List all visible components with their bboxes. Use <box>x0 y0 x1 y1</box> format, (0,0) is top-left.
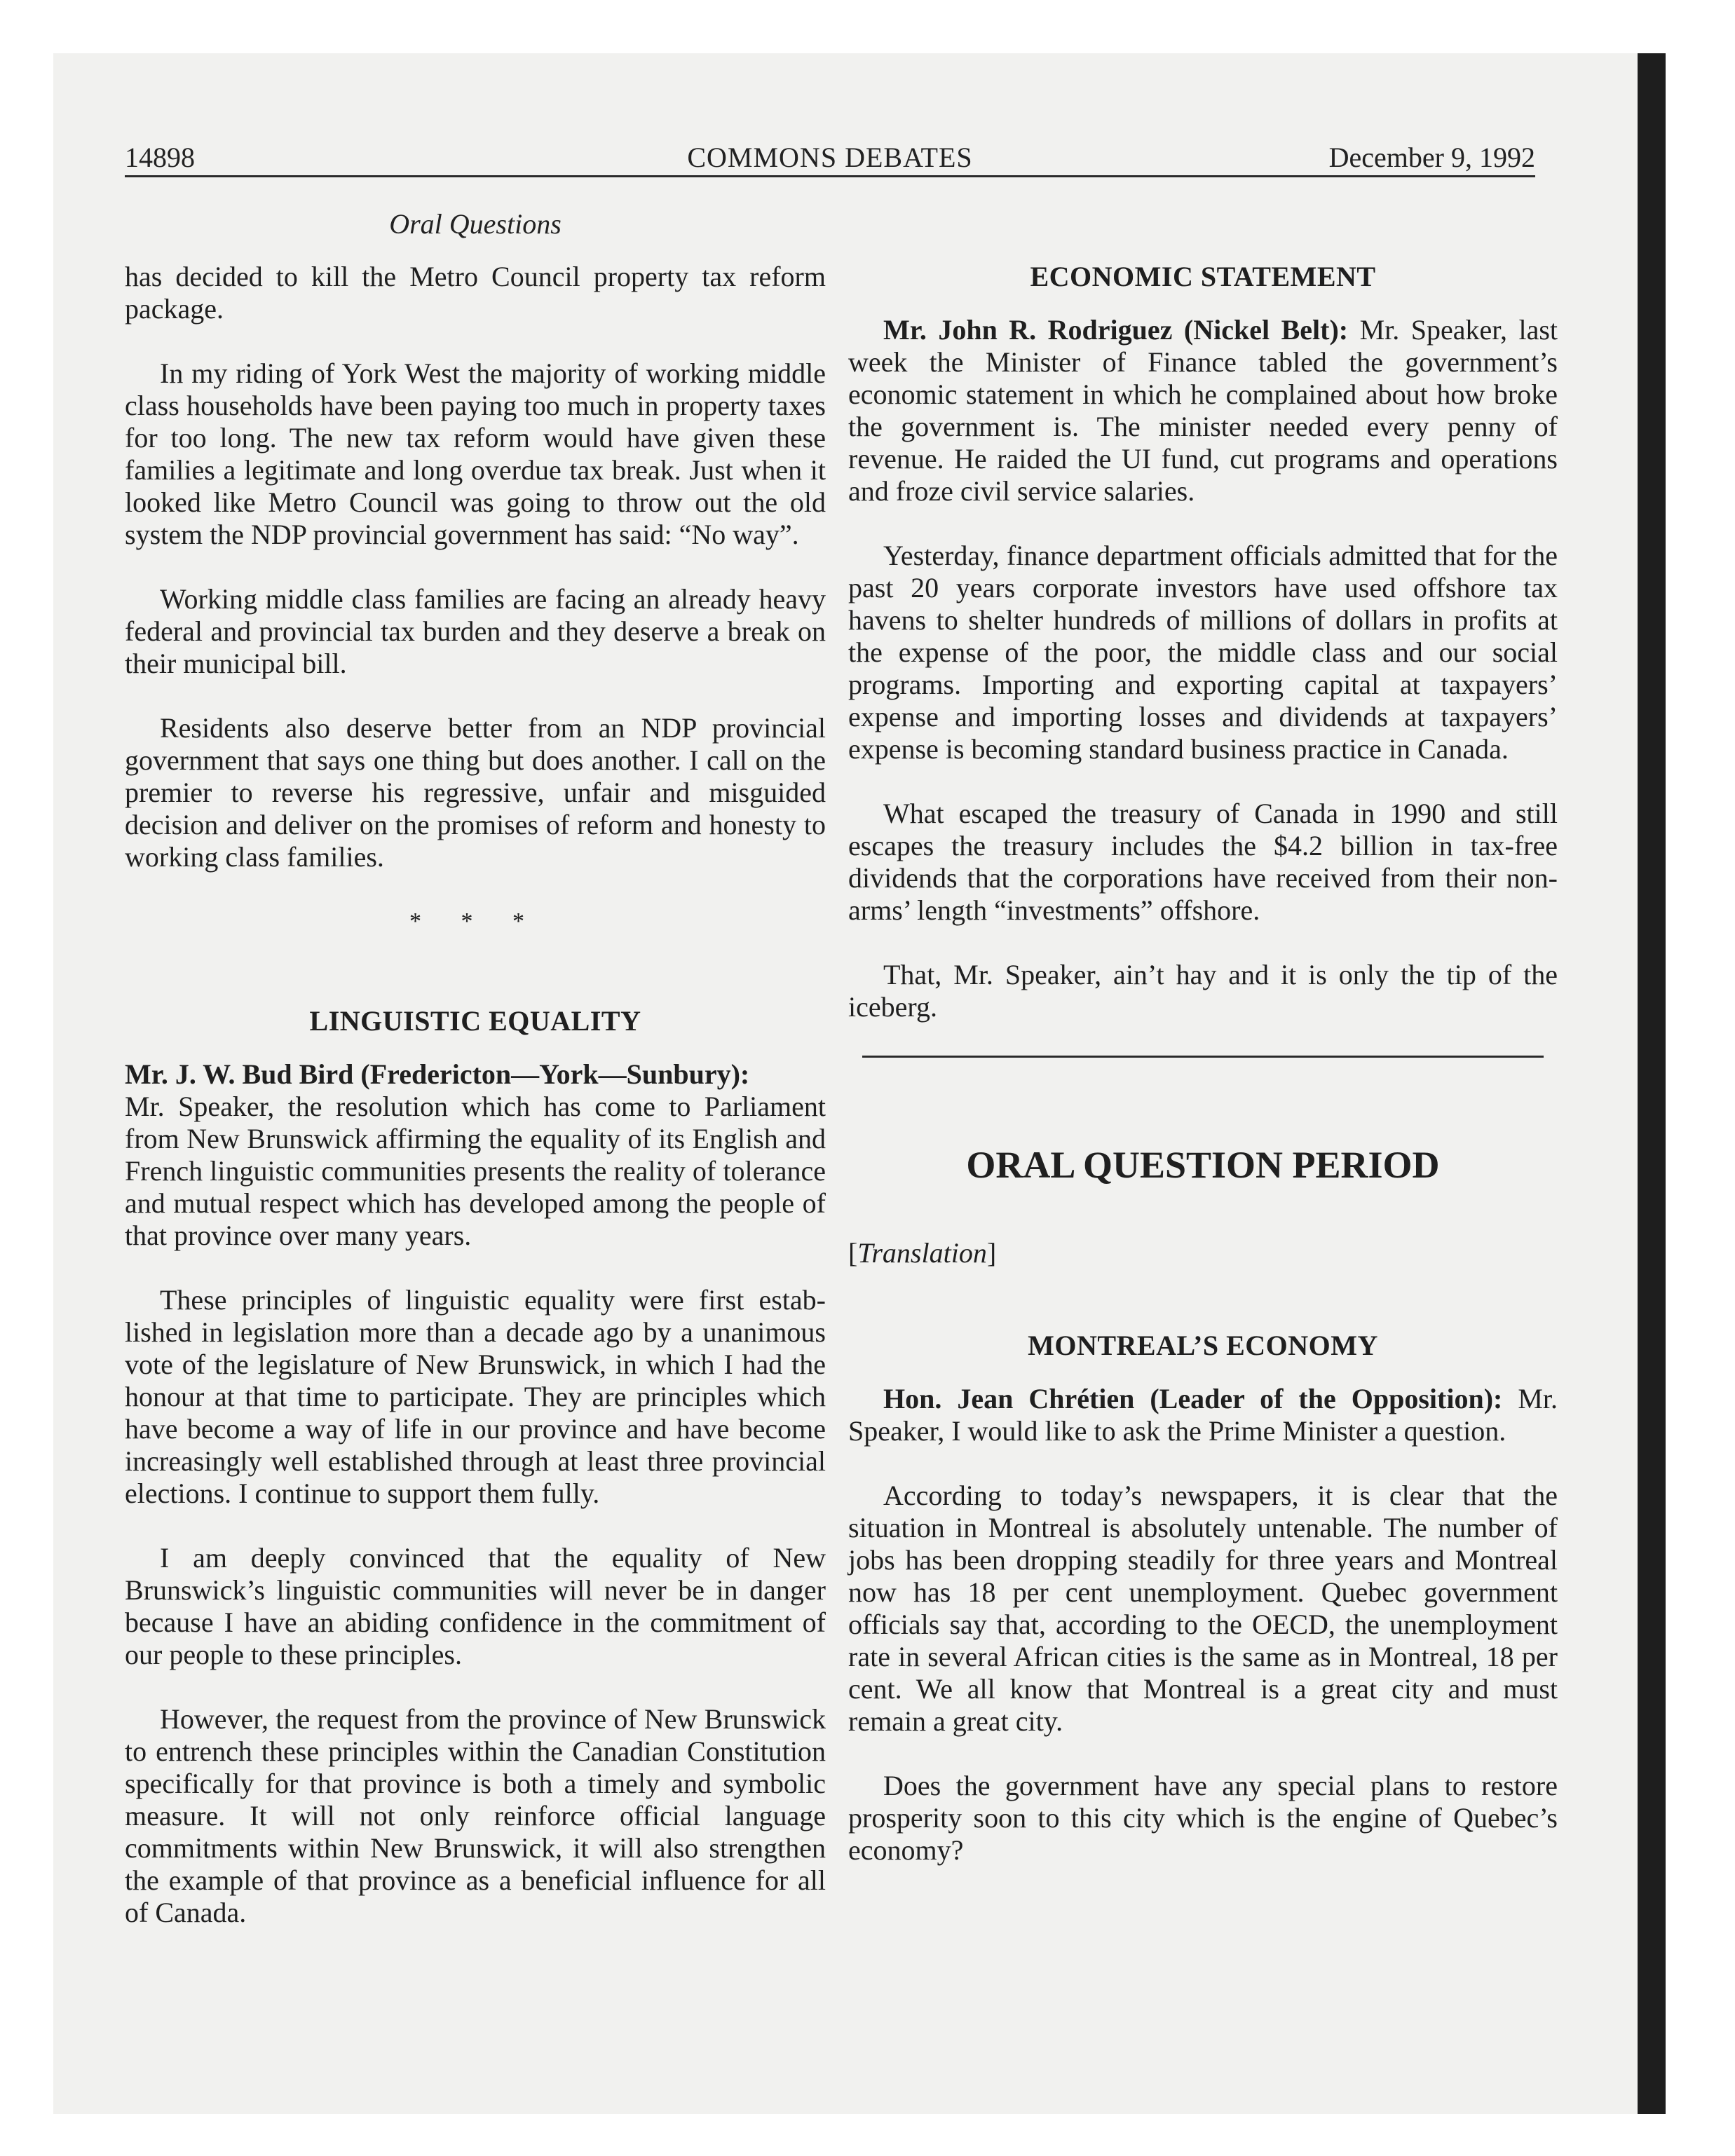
paragraph: Yesterday, finance department officials admitted that for the past 20 years corporate investors have used offshore tax havens to shelter hundreds of millions of dollars in profits at the expense of the poor, the middle class and our social programs. Importing and exporting capital at taxpayers’ expense and importing losses and dividends at taxpayers’ expense is becoming standard business practice in Canada. <box>848 540 1558 765</box>
section-separator-stars: * * * <box>409 908 541 934</box>
speaker-name: Mr. John R. Rodriguez (Nickel Belt): <box>883 314 1349 346</box>
speaker-paragraph <box>848 314 1558 507</box>
paragraph: Does the government have any special plans to restore prosperity soon to this city which is the engine of Quebec’s economy? <box>848 1770 1558 1866</box>
binding-edge <box>1638 53 1666 2114</box>
speaker-name: Hon. Jean Chrétien (Leader of the Opposition): <box>883 1383 1503 1414</box>
paragraph: Residents also deserve better from an NDP provincial government that says one thing but does another. I call on the premier to reverse his regressive, unfair and misguided decision and deliver on the promises of reform and honesty to working class families. <box>125 712 826 873</box>
heading-oral-question-period: ORAL QUESTION PERIOD <box>966 1144 1440 1186</box>
paragraph: These principles of linguistic equality were first established in legislation more than a decade ago by a unanimous vote of the legislature of New Brunswick, in which I had the honour at that time to participate. They are principles which have become a way of life in our province and have become increasingly well established through at least three provincial elections. I continue to support them fully. <box>125 1284 826 1509</box>
publication-title: COMMONS DEBATES <box>687 142 973 173</box>
paragraph: Working middle class families are facing an already heavy federal and provincial tax burden and they deserve a break on their municipal bill. <box>125 583 826 679</box>
heading-economic-statement: ECONOMIC STATEMENT <box>1030 261 1376 292</box>
heading-montreal-economy: MONTREAL’S ECONOMY <box>1028 1330 1378 1361</box>
speaker-paragraph <box>125 1058 826 1252</box>
paragraph: In my riding of York West the majority of working middle class households have been paying too much in property taxes for too long. The new tax reform would have given these families a legitimate and long overdue tax break. Just when it looked like Metro Council was going to throw out the old system the NDP provincial government has said: “No way”. <box>125 357 826 550</box>
page-number: 14898 <box>125 142 195 173</box>
translation-label: Translation <box>857 1237 987 1269</box>
translation-marker: [Translation] <box>848 1237 997 1269</box>
section-label: Oral Questions <box>389 208 562 240</box>
paragraph: According to today’s newspapers, it is clear that the situation in Montreal is absolutely untenable. The number of jobs has been dropping steadily for three years and Montreal now has 18 per cent unemployment. Quebec government officials say that, according to the OECD, the unemployment rate in several African cities is the same as in Montreal, 18 per cent. We all know that Montreal is a great city and must remain a great city. <box>848 1480 1558 1737</box>
paragraph-text: Mr. Speaker, I would like to ask the Prime Minister a question. <box>848 1383 1558 1447</box>
left-column <box>125 261 826 1961</box>
paragraph: That, Mr. Speaker, ain’t hay and it is only the tip of the iceberg. <box>848 959 1558 1023</box>
paragraph: I am deeply convinced that the equality of New Brunswick’s linguistic communities will never be in danger because I have an abiding confidence in the commitment of our people to these principles. <box>125 1542 826 1670</box>
paragraph: has decided to kill the Metro Council property tax reform package. <box>125 261 826 325</box>
page-header <box>125 140 1535 177</box>
paragraph: However, the request from the province of New Brunswick to entrench these principles within the Canadian Constitution specifically for that province is both a timely and symbolic measure. It will not only reinforce official language commitments within New Brunswick, it will also strengthen the example of that province as a beneficial influence for all of Canada. <box>125 1703 826 1928</box>
paragraph: What escaped the treasury of Canada in 1990 and still escapes the treasury includes the $4.2 billion in tax-free dividends that the corporations have received from their non-arms’ length “investments” offshore. <box>848 798 1558 926</box>
speaker-paragraph <box>848 1383 1558 1447</box>
publication-date: December 9, 1992 <box>1328 142 1535 173</box>
heading-linguistic-equality: LINGUISTIC EQUALITY <box>309 1005 641 1037</box>
horizontal-rule <box>862 1056 1544 1058</box>
right-column <box>848 261 1558 1899</box>
speaker-name: Mr. J. W. Bud Bird (Fredericton—York—Sunbury): <box>125 1058 750 1090</box>
paragraph-text: Mr. Speaker, last week the Minister of Finance tabled the government’s economic statement in which he complained about how broke the government is. The minister needed every penny of revenue. He raided the UI fund, cut programs and operations and froze civil service salaries. <box>848 314 1558 507</box>
paragraph-text: Mr. Speaker, the resolution which has come to Parliament from New Brunswick affirming the equality of its English and French linguistic communities presents the reality of tolerance and mutual respect which has developed among the people of that province over many years. <box>125 1091 826 1251</box>
